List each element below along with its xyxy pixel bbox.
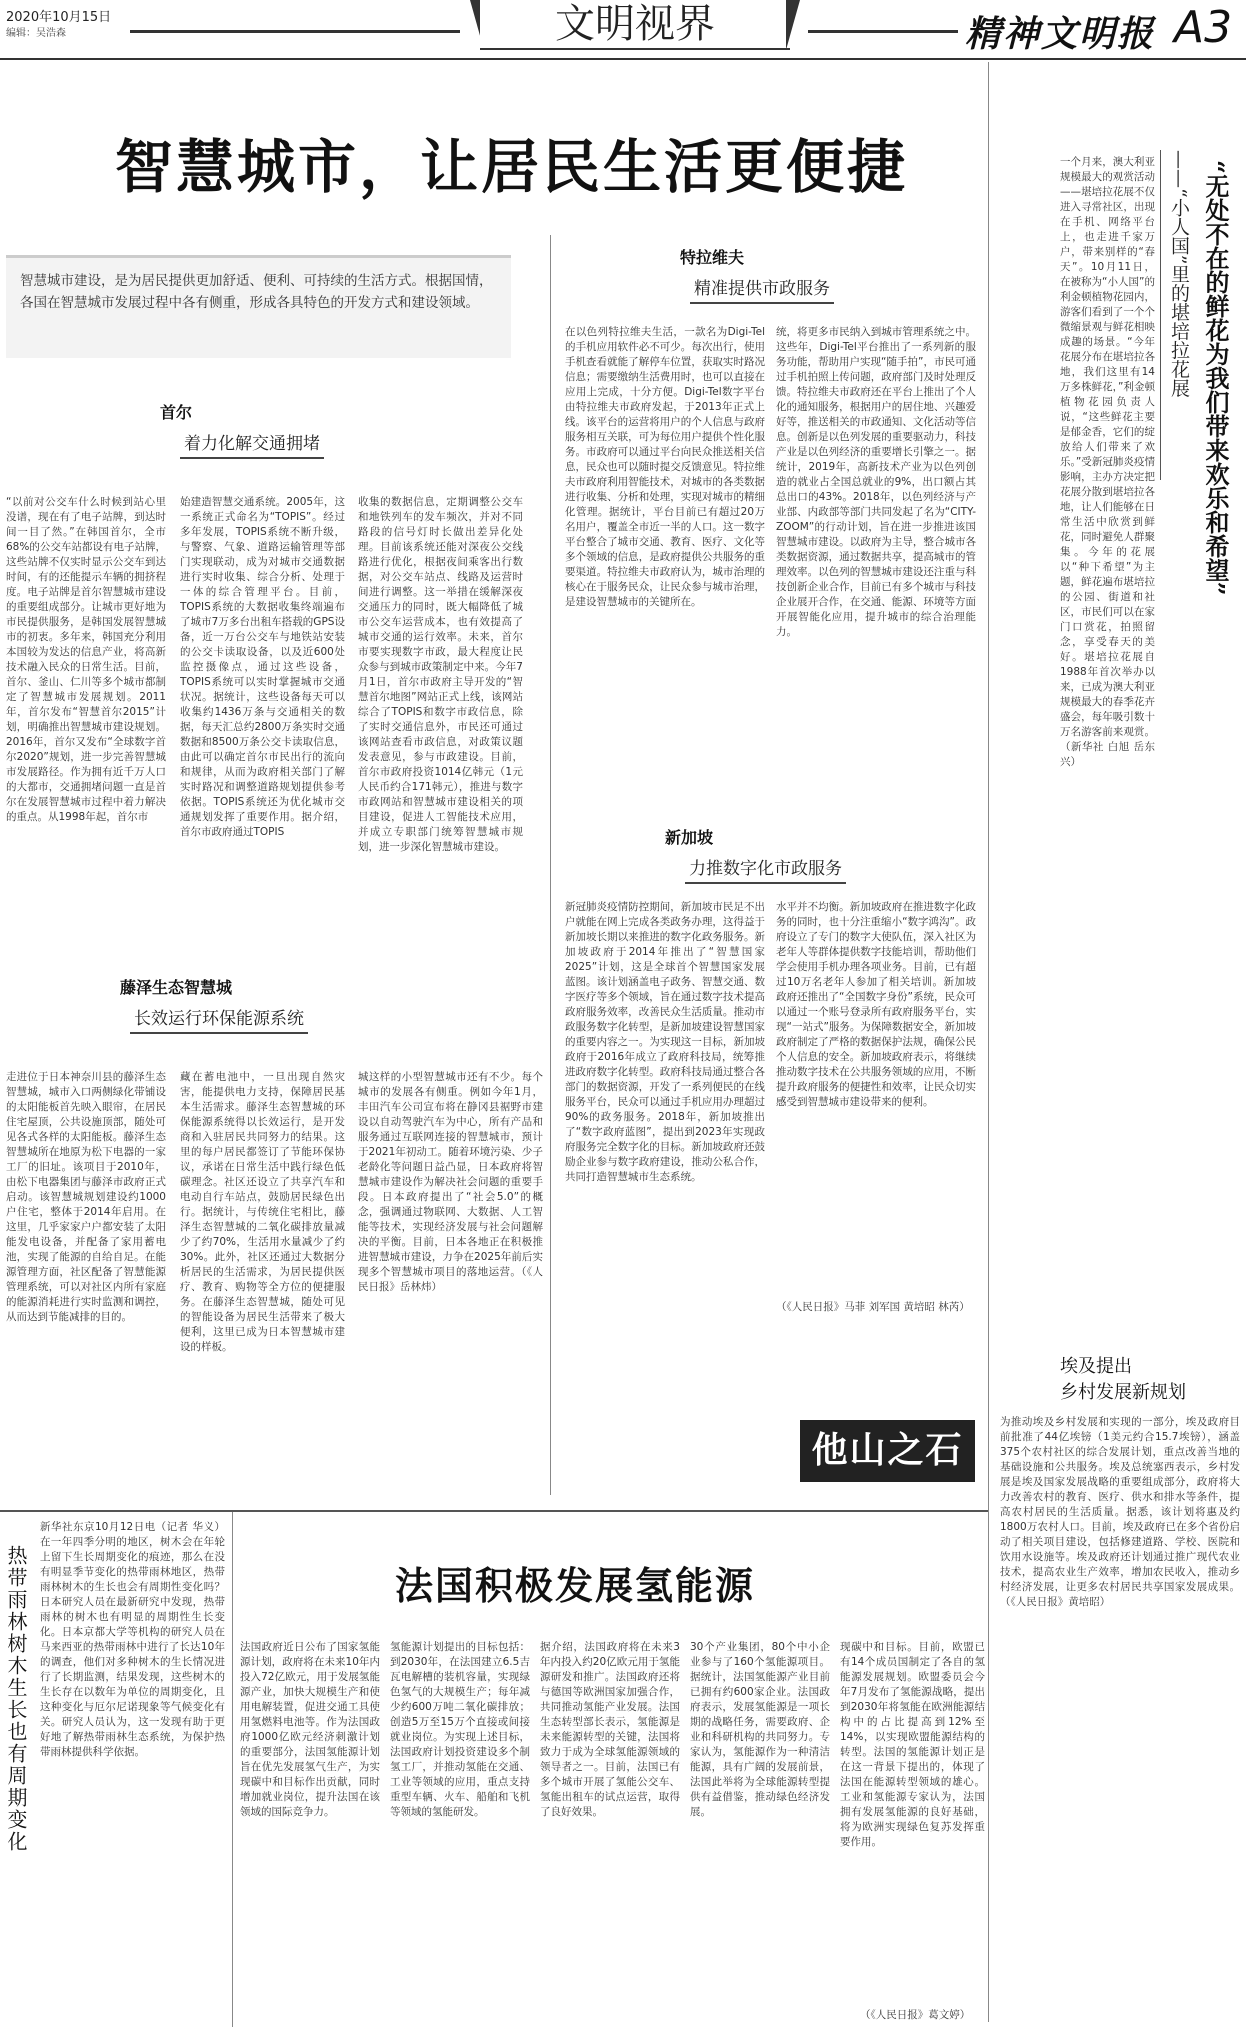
telaviv-kicker: 特拉维夫 [680,248,745,267]
egypt-headline-1: 埃及提出 [1060,1356,1132,1377]
hydrogen-col5: 现碳中和目标。目前，欧盟已有14个成员国制定了各自的氢能源发展规划。欧盟委员会今年7月发布了氢能源战略，提出到2030年将氢能在欧洲能源结构中的占比提高到12%至14%，以实现欧盟能源结构的转型。法国的氢能源计划正是在这一背景下提出的，体现了法国在能源转型领域的雄心。工业和氢能源专家认为，法国拥有发展氢能源的良好基础，将为欧洲实现绿色复苏发挥重要作用。 [840,1641,985,1848]
singapore-kicker: 新加坡 [665,828,714,847]
side-body: 一个月来，澳大利亚规模最大的观赏活动——堪培拉花展不仅进入寻常社区，出现在手机、网络平台上，也走进千家万户，带来别样的“春天”。10月11日，在被称为“小人国”的利金顿植物花园内，游客们看到了一个个微缩景观与鲜花相映成趣的场景。“今年花展分布在堪培拉各地，我们这里有14万多株鲜花，”利金顿植物花园负责人说，“这些鲜花主要是郁金香，它们的绽放给人们带来了欢乐。”受新冠肺炎疫情影响，主办方决定把花展分散到堪培拉各地，让人们能够在日常生活中欣赏到鲜花，同时避免人群聚集。今年的花展以“种下希望”为主题，鲜花遍布堪培拉的公园、街道和社区，市民们可以在家门口赏花，拍照留念，享受春天的美好。堪培拉花展自1988年首次举办以来，已成为澳大利亚规模最大的春季花卉盛会，每年吸引数十万名游客前来观赏。（新华社 白旭 岳东兴） [1060,156,1155,768]
divider-right-bottom [988,1352,989,2022]
singapore-col1: 新冠肺炎疫情防控期间，新加坡市民足不出户就能在网上完成各类政务办理，这得益于新加坡长期以来推进的数字化政务服务。新加坡政府于2014年推出了“智慧国家2025”计划，这是全球首个智慧国家发展蓝图。该计划涵盖电子政务、智慧交通、数字医疗等多个领域，旨在通过数字技术提高政府服务效率，改善民众生活质量。推动市政服务数字化转型，是新加坡建设智慧国家的重要内容之一。为实现这一目标，新加坡政府于2016年成立了政府科技局，统筹推进政府数字化转型。政府科技局通过整合各部门的数据资源，开发了一系列便民的在线服务平台，民众可以通过手机应用办理超过90%的政务服务。2018年，新加坡推出了“数字政府蓝图”，提出到2023年实现政府服务完全数字化的目标。新加坡政府还鼓励企业参与数字政府建设，推动公私合作，共同打造智慧城市生态系统。 [565,901,765,1183]
newspaper-masthead: 精神文明报 [965,13,1156,55]
rainforest-body: 新华社东京10月12日电（记者 华义）在一年四季分明的地区，树木会在年轮上留下生长周期变化的痕迹，那么在没有明显季节变化的热带雨林地区，热带雨林树木的生长也会有周期性变化吗？日本研究人员在最新研究中发现，热带雨林的树木也有明显的周期性生长变化。日本京都大学等机构的研究人员在马来西亚的热带雨林中进行了长达10年的调查，他们对多种树木的生长情况进行了长期监测，结果发现，这些树木的生长存在以数年为单位的周期变化，且这种变化与厄尔尼诺现象等气候变化有关。研究人员认为，这一发现有助于更好地了解热带雨林生态系统，为保护热带雨林提供科学依据。 [40,1521,225,1758]
seoul-col1: “以前对公交车什么时候到站心里没谱，现在有了电子站牌，到达时间一目了然。”在韩国首尔，全市68%的公交车站都设有电子站牌，这些站牌不仅实时显示公交车到达时间，有的还能提示车辆的拥挤程度。电子站牌是首尔智慧城市建设的重要组成部分。让城市更好地为市民提供服务，是韩国发展智慧城市的初衷。多年来，韩国充分利用本国较为发达的信息产业，将高新技术融入民众的日常生活。目前，首尔、釜山、仁川等多个城市都制定了智慧城市发展规划。2011年，首尔发布“智慧首尔2015”计划，明确推出智慧城市建设规划。2016年，首尔又发布“全球数字首尔2020”规划，进一步完善智慧城市发展路径。作为拥有近千万人口的大都市，交通拥堵问题一直是首尔在发展智慧城市过程中着力解决的重点。从1998年起，首尔市 [6,496,166,823]
header [0,0,1246,62]
fujisawa-col2: 藏在蓄电池中，一旦出现自然灾害，能提供电力支持，保障居民基本生活需求。藤泽生态智慧城的环保能源系统得以长效运行，是开发商和入驻居民共同努力的结果。这里的每户居民都签订了节能环保协议，承诺在日常生活中践行绿色低碳理念。社区还设立了共享汽车和电动自行车站点，鼓励居民绿色出行。据统计，与传统住宅相比，藤泽生态智慧城的二氧化碳排放量减少了约70%，生活用水量减少了约30%。此外，社区还通过大数据分析居民的生活需求，为居民提供医疗、教育、购物等全方位的便捷服务。在藤泽生态智慧城，随处可见的智能设备为居民生活带来了极大便利，这里已成为日本智慧城市建设的样板。 [180,1071,345,1353]
divider-main-right [988,62,989,1352]
lead-box [6,255,511,358]
section-title: 文明视界 [480,0,790,50]
fujisawa-kicker: 藤泽生态智慧城 [120,978,233,997]
fujisawa-subtitle: 长效运行环保能源系统 [130,1002,308,1034]
column-logo-text: 他山之石 [811,1430,964,1471]
hydrogen-col2: 氢能源计划提出的目标包括：到2030年，在法国建立6.5吉瓦电解槽的装机容量，实现绿色氢气的大规模生产；每年减少约600万吨二氧化碳排放；创造5万至15万个直接或间接就业岗位。为实现上述目标，法国政府计划投资建设多个制氢工厂，并推动氢能在交通、工业等领域的应用，重点支持重型车辆、火车、船舶和飞机等领域的氢能研发。 [390,1641,530,1818]
side-body-cont [996,790,1246,1350]
divider-main-center [550,235,551,1495]
page-number: A3 [1174,2,1233,53]
seoul-subhead [160,400,324,459]
fujisawa-col1: 走进位于日本神奈川县的藤泽生态智慧城，城市入口两侧绿化带铺设的太阳能板首先映入眼帘，在居民住宅屋顶，公共设施顶部，随处可见各式各样的太阳能板。藤泽生态智慧城所在地原为松下电器的一家工厂的旧址。该项目于2010年，由松下电器集团与藤泽市政府正式启动。该智慧城规划建设约1000户住宅，整体于2014年启用。在这里，几乎家家户户都安装了太阳能发电设备，并配备了家用蓄电池，实现了能源的自给自足。在能源管理方面，社区配备了智慧能源管理系统，可以对社区内所有家庭的能源消耗进行实时监测和调控，从而达到节能减排的目的。 [6,1071,166,1323]
hydrogen-byline: （《人民日报》葛文婷） [860,2009,971,2021]
header-bar-right [808,30,958,33]
singapore-subhead [665,825,846,884]
main-headline: 智慧城市，让居民生活更便捷 [115,133,909,201]
issue-date: 2020年10月15日 [6,10,112,25]
header-underline [0,58,1246,60]
byline-main: （《人民日报》马菲 刘军国 黄培昭 林芮） [776,1301,970,1313]
divider-hydrogen-top [0,1510,988,1512]
telaviv-subhead [680,245,834,304]
seoul-subtitle: 着力化解交通拥堵 [180,427,324,459]
side-subheadline: ——“小人国”里的堪培拉花展 [1168,150,1190,398]
page-editor: 编辑：吴浩森 [6,28,66,39]
hydrogen-col1: 法国政府近日公布了国家氢能源计划，政府将在未来10年内投入72亿欧元，用于发展氢能源产业，加快大规模生产和使用电解装置，促进交通工具使用氢燃料电池等。作为法国政府1000亿欧元经济刺激计划的重要部分，法国氢能源计划旨在优先发展氢气生产，为实现碳中和目标作出贡献，同时增加就业岗位，提升法国在该领域的国际竞争力。 [240,1641,380,1818]
seoul-col3: 收集的数据信息，定期调整公交车和地铁列车的发车频次，并对不同路段的信号灯时长做出差异化处理。目前该系统还能对深夜公交线路进行优化，根据夜间乘客出行数据，对公交车站点、线路及运营时间进行调整。这一举措在缓解深夜交通压力的同时，既大幅降低了城市公交车运营成本，也有效提高了城市交通的运行效率。未来，首尔市要实现数字市政，最大程度让民众参与到城市政策制定中来。今年7月1日，首尔市政府主导开发的“智慧首尔地图”网站正式上线，该网站综合了TOPIS和数字市政信息，除了实时交通信息外，市民还可通过该网站查看市政信息，对政策议题发表意见，参与市政建设。目前，首尔市政府投资1014亿韩元（1元人民币约合171韩元），推进与数字市政网站和智慧城市建设相关的项目建设，促进人工智能技术应用，并成立专职部门统筹智慧城市规划，进一步深化智慧城市建设。 [358,496,523,853]
side-headline: “无处不在的鲜花为我们带来欢乐和希望” [1201,160,1230,596]
side-headline-rule [1160,150,1161,480]
hydrogen-col4: 30个产业集团，80个中小企业参与了160个氢能源项目。据统计，法国氢能源产业目前已拥有约600家企业。法国政府表示，发展氢能源是一项长期的战略任务，需要政府、企业和科研机构的共同努力。专家认为，氢能源作为一种清洁能源，具有广阔的发展前景，法国此举将为全球能源转型提供有益借鉴，推动绿色经济发展。 [690,1641,830,1818]
section-banner [470,0,800,50]
seoul-kicker: 首尔 [160,403,193,422]
rainforest-headline: 热带雨林树木生长也有周期变化 [4,1545,28,1853]
hydrogen-col3: 据介绍，法国政府将在未来3年内投入约20亿欧元用于氢能源研发和推广。法国政府还将与德国等欧洲国家加强合作，共同推动氢能产业发展。法国生态转型部长表示，氢能源是未来能源转型的关键，法国将致力于成为全球氢能源领域的领导者之一。目前，法国已有多个城市开展了氢能公交车、氢能出租车的试点运营，取得了良好效果。 [540,1641,680,1818]
lead-text: 智慧城市建设，是为居民提供更加舒适、便利、可持续的生活方式。根据国情，各国在智慧城市发展过程中各有侧重，形成各具特色的开发方式和建设领域。 [20,273,493,311]
egypt-headline-2: 乡村发展新规划 [1060,1382,1186,1403]
seoul-col2: 始建造智慧交通系统。2005年，这一系统正式命名为“TOPIS”。经过多年发展，TOPIS系统不断升级，与警察、气象、道路运输管理等部门实现联动，成为对城市交通数据进行实时收集、综合分析、处理于一体的综合管理平台。目前，TOPIS系统的大数据收集终端遍布了城市7万多台出租车搭载的GPS设备，近一万台公交车与地铁站安装的公交卡读取设备，以及近600处监控摄像点，通过这些设备，TOPIS系统可以实时掌握城市交通状况。据统计，这些设备每天可以收集约1436万条与交通相关的数据，每天汇总约2800万条实时交通数据和8500万条公交卡读取信息，由此可以确定首尔市民出行的流向和规律，从而为政府相关部门了解实时路况和调整道路规划提供参考依据。TOPIS系统还为优化城市交通规划发挥了重要作用。据介绍，首尔市政府通过TOPIS [180,496,345,838]
singapore-col2: 水平并不均衡。新加坡政府在推进数字化政务的同时，也十分注重缩小“数字鸿沟”。政府设立了专门的数字大使队伍，深入社区为老年人等群体提供数字技能培训，帮助他们学会使用手机办理各项业务。目前，已有超过10万名老年人参加了相关培训。新加坡政府还推出了“全国数字身份”系统，民众可以通过一个账号登录所有政府服务平台，实现“一站式”服务。为保障数据安全，新加坡政府制定了严格的数据保护法规，确保公民个人信息的安全。新加坡政府表示，将继续推动数字技术在公共服务领域的应用，不断提升政府服务的便捷性和效率，让民众切实感受到智慧城市建设带来的便利。 [776,901,976,1108]
egypt-body: 为推动埃及乡村发展和实现的一部分，埃及政府目前批准了44亿埃镑（1美元约合15.7埃镑），涵盖375个农村社区的综合发展计划，重点改善当地的基础设施和公共服务。埃及总统塞西表示，乡村发展是埃及国家发展战略的重要组成部分，政府将大力改善农村的教育、医疗、供水和排水等条件，提高农村居民的生活质量。据悉，该计划将惠及约1800万农村人口。目前，埃及政府已在多个省份启动了相关项目建设，包括修建道路、学校、医院和饮用水设施等。埃及政府还计划通过推广现代农业技术，提高农业生产效率，增加农民收入，推动乡村经济发展，让更多农村居民共享国家发展成果。（《人民日报》黄培昭） [1000,1416,1240,1608]
telaviv-col1: 在以色列特拉维夫生活，一款名为Digi-Tel的手机应用软件必不可少。每次出行，使用手机查看就能了解停车位置，获取实时路况信息；需要缴纳生活费用时，也可以直接在应用上完成，十分方便。Digi-Tel数字平台由特拉维夫市政府发起，于2013年正式上线。该平台的运营将用户的个人信息与政府服务相互关联，可为每位用户提供个性化服务。市政府可以通过平台向民众推送相关信息，民众也可以随时提交反馈意见。特拉维夫市政府利用智能技术，对城市的各类数据进行收集、分析和处理，实现对城市的精细化管理。据统计，平台目前已有超过20万名用户，覆盖全市近一半的人口。这一数字平台整合了城市交通、教育、医疗、文化等多个领域的信息，是政府提供公共服务的重要渠道。特拉维夫市政府认为，城市治理的核心在于服务民众，让民众参与城市治理，是建设智慧城市的关键所在。 [565,326,765,608]
fujisawa-subhead [120,975,308,1034]
divider-rainforest [232,1512,233,2027]
hydrogen-headline: 法国积极发展氢能源 [395,1564,756,1608]
fujisawa-col3: 城这样的小型智慧城市还有不少。每个城市的发展各有侧重。例如今年1月，丰田汽车公司宣布将在静冈县裾野市建设以自动驾驶汽车为中心，所有产品和服务通过互联网连接的智慧城市，预计于2021年初动工。随着环境污染、少子老龄化等问题日益凸显，日本政府将智慧城市建设作为解决社会问题的重要手段。日本政府提出了“社会5.0”的概念，强调通过物联网、大数据、人工智能等技术，实现经济发展与社会问题解决的平衡。目前，日本各地正在积极推进智慧城市建设，力争在2025年前后实现多个智慧城市项目的落地运营。（《人民日报》岳林炜） [358,1071,543,1293]
section-banner-wing-right [786,0,800,50]
column-logo [800,1420,975,1482]
telaviv-subtitle: 精准提供市政服务 [690,272,834,304]
singapore-subtitle: 力推数字化市政服务 [685,852,846,884]
header-bar-left [130,30,460,33]
telaviv-col2: 统，将更多市民纳入到城市管理系统之中。这些年，Digi-Tel平台推出了一系列新的服务功能，帮助用户实现“随手拍”，市民可通过手机拍照上传问题，政府部门及时处理反馈。特拉维夫市政府还在平台上推出了个人化的通知服务，根据用户的居住地、兴趣爱好等，推送相关的市政通知、文化活动等信息。创新是以色列发展的重要驱动力，科技产业是以色列经济的重要增长引擎之一。据统计，2019年，高新技术产业为以色列创造的就业占全国总就业的9%，出口额占其总出口的43%。2018年，以色列经济与产业部、内政部等部门共同发起了名为“CITY-ZOOM”的行动计划，旨在进一步推进该国智慧城市建设。以政府为主导，整合城市各类数据资源，通过数据共享，提高城市的管理效率。以色列的智慧城市建设还注重与科技创新企业合作，目前已有多个城市与科技企业展开合作，在交通、能源、环境等方面开展智能化应用，提升城市的综合治理能力。 [776,326,976,638]
